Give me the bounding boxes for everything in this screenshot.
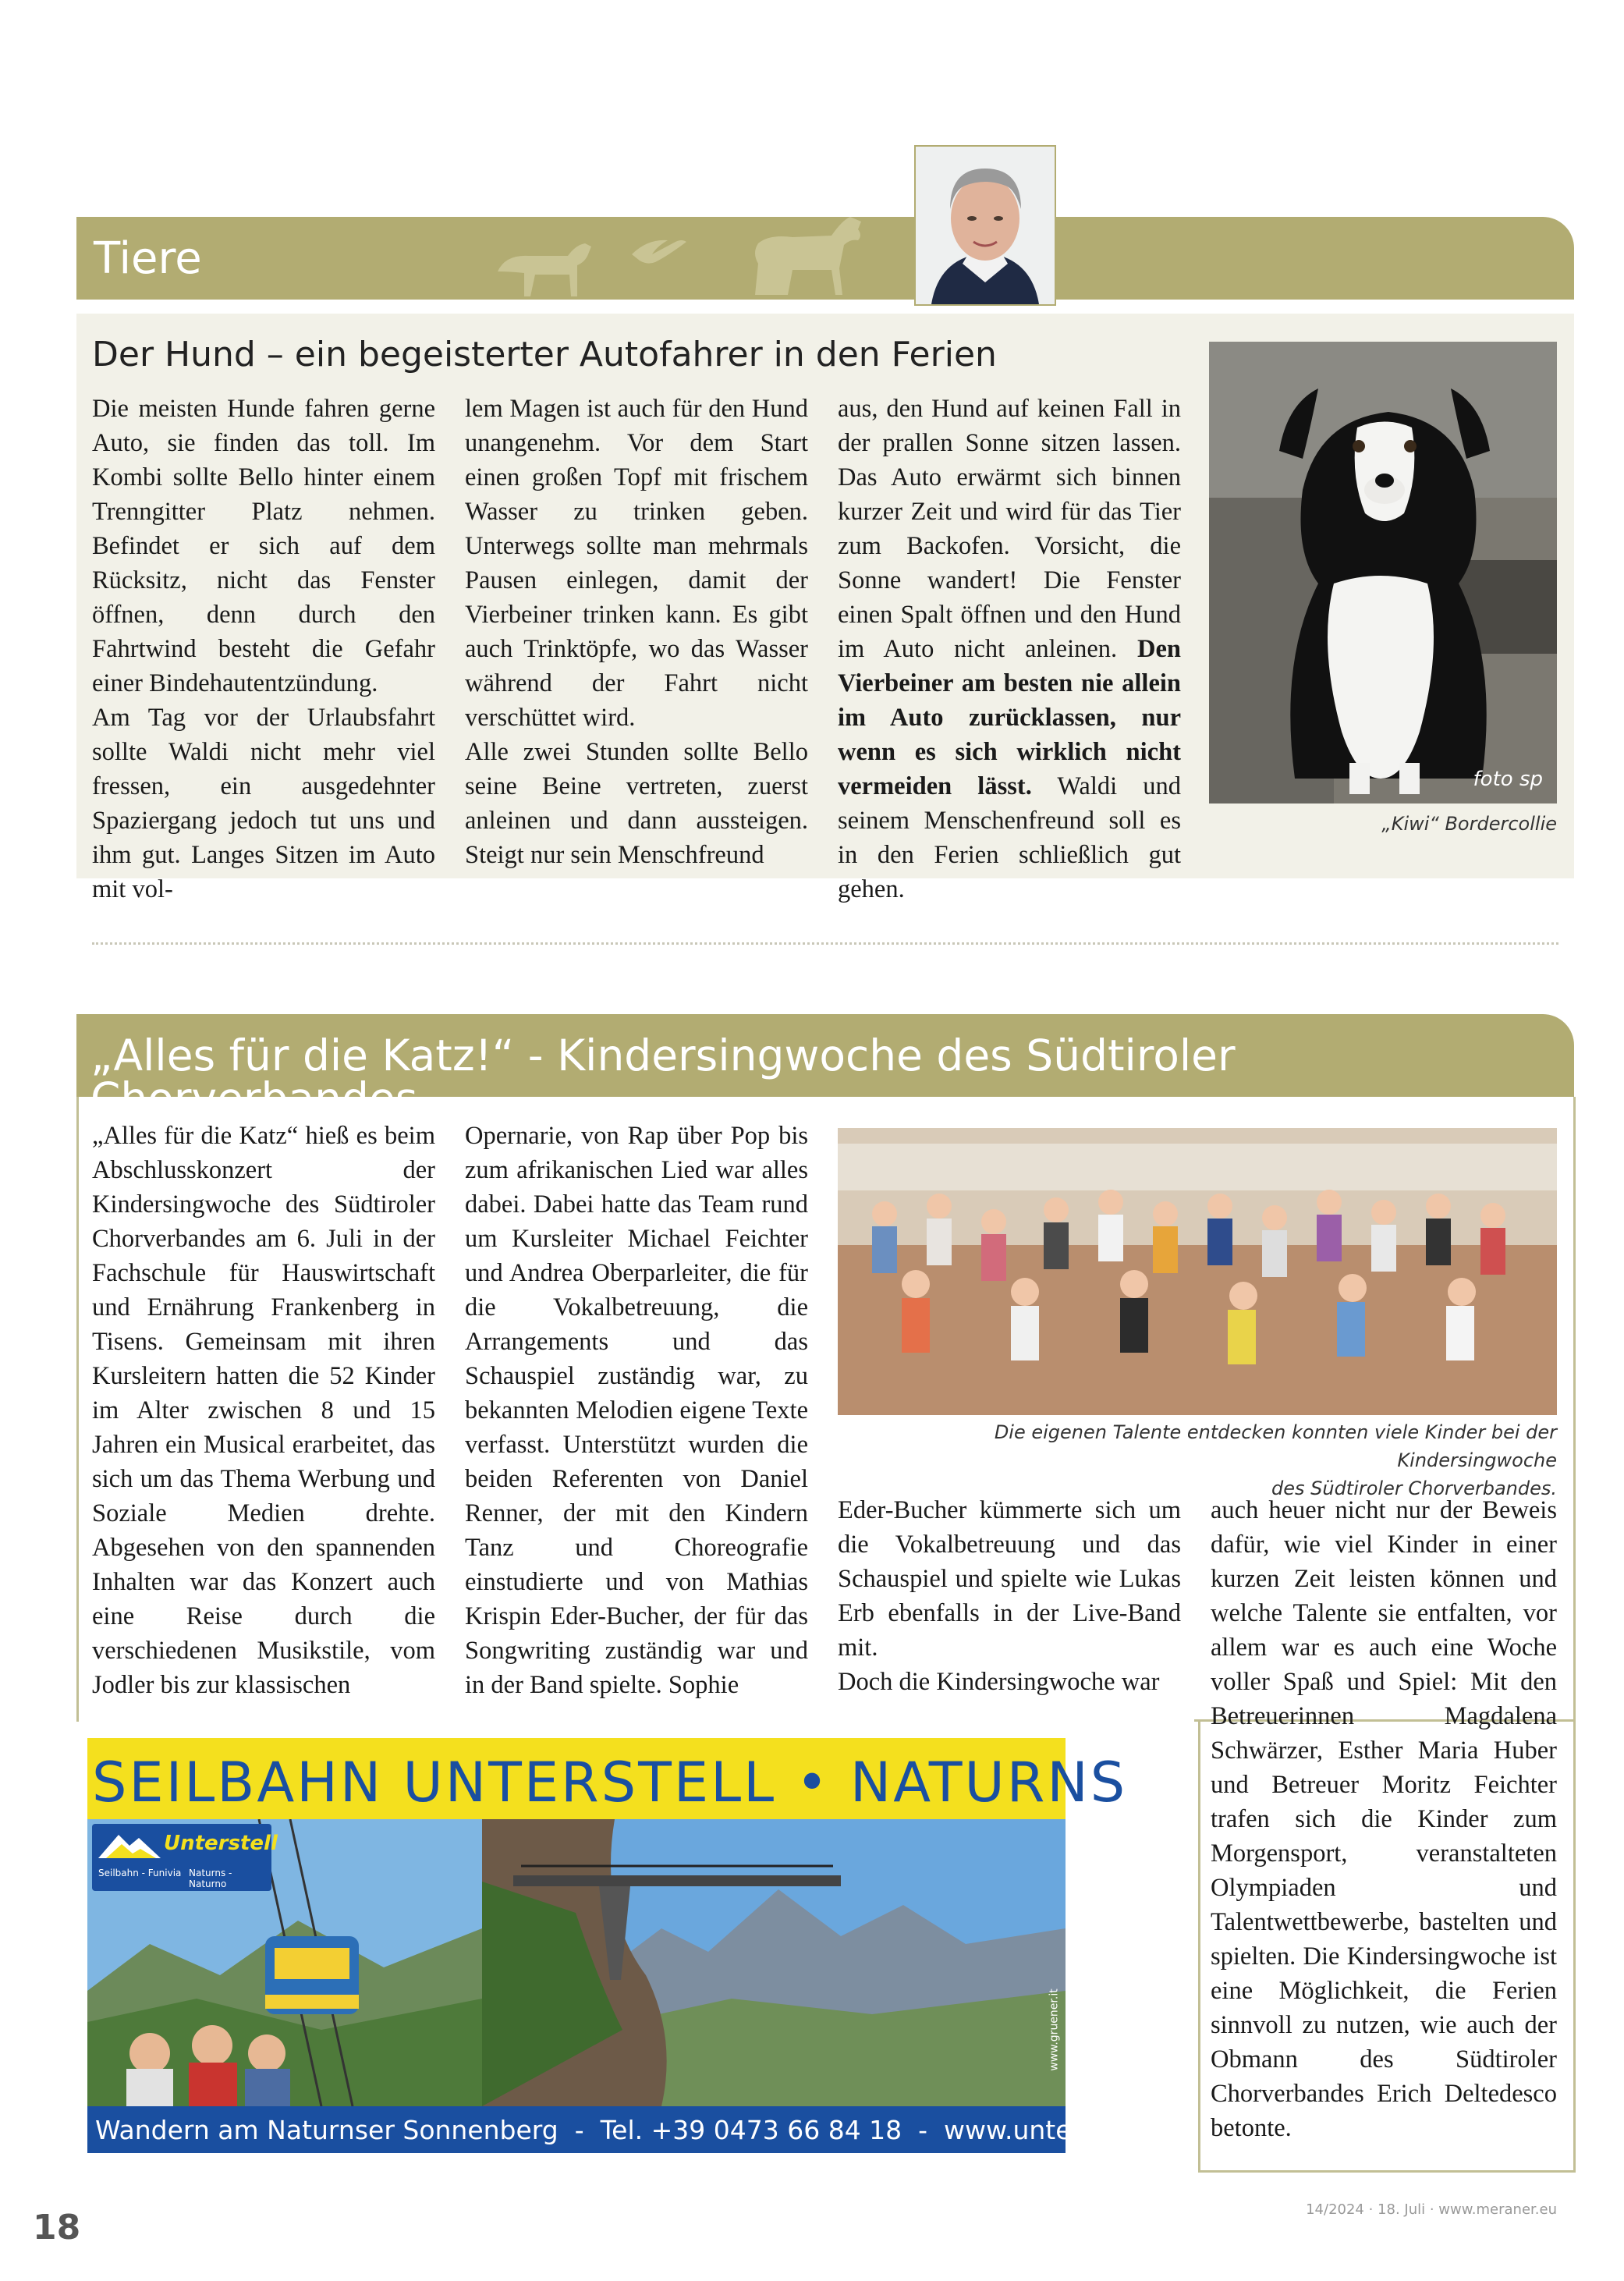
caption-line: des Südtiroler Chorverbandes.	[1271, 1478, 1557, 1499]
photo-caption	[838, 1418, 1557, 1502]
article-column-1	[92, 392, 435, 906]
paragraph: Eder-Bucher kümmerte sich um die Vokalbetreuung und das Schauspiel und spielte wie Lukas Erb ebenfalls in der Live-Band mit.	[838, 1496, 1181, 1662]
section-title: „Alles für die Katz!“ - Kindersingwoche des Südtiroler Chorverbandes	[90, 1031, 1236, 1123]
paragraph: Die meisten Hunde fahren gerne Auto, sie finden das toll. Im Kombi sollte Bello hinter einem Trenngitter Platz nehmen. Befindet er sich auf dem Rücksitz, nicht das Fenster öffnen, denn durch den Fahrtwind besteht die Gefahr einer Bindehautentzündung.	[92, 395, 435, 697]
article-column-3	[838, 1493, 1181, 1699]
caption-line: Die eigenen Talente entdecken konnten viele Kinder bei der Kindersingwoche	[994, 1421, 1557, 1471]
paragraph: Am Tag vor der Urlaubsfahrt sollte Waldi nicht mehr viel fressen, ein ausgedehnter Spaziergang jedoch tut uns und ihm gut. Langes Sitzen im Auto mit vol-	[92, 704, 435, 903]
paragraph: aus, den Hund auf keinen Fall in der prallen Sonne sitzen lassen. Das Auto erwärmt sich binnen kurzer Zeit und wird für das Tier zum Backofen. Vorsicht, die Sonne wandert! Die Fenster einen Spalt öffnen und den Hund im Auto nicht anleinen. Den Vierbeiner am besten nie allein im Auto zurücklassen, nur wenn es sich wirklich nicht vermeiden lässt. Waldi und seinem Menschenfreund soll es in den Ferien schließlich gut gehen.	[838, 395, 1181, 903]
photo-caption: „Kiwi“ Bordercollie	[1381, 813, 1557, 835]
author-portrait	[914, 145, 1056, 306]
page-number: 18	[33, 2208, 81, 2247]
article-column-1	[92, 1119, 435, 1702]
animal-silhouettes-icon	[420, 217, 888, 300]
section-divider	[92, 942, 1558, 945]
frame-gap	[79, 1708, 1194, 1724]
article-column-2	[465, 1119, 808, 1702]
issue-info: 14/2024 · 18. Juli · www.meraner.eu	[1306, 2201, 1557, 2218]
section-title: Tiere	[94, 233, 202, 284]
ad-platform-image	[482, 1819, 1066, 2106]
mountain-logo-icon	[98, 1830, 161, 1861]
ad-footer-band	[87, 2106, 1161, 2153]
dog-photo	[1209, 342, 1557, 803]
ad-gondola-image	[87, 1819, 482, 2106]
article-column-3	[838, 392, 1181, 906]
paragraph: Doch die Kindersingwoche war	[838, 1668, 1160, 1696]
paragraph: lem Magen ist auch für den Hund unangenehm. Vor dem Start einen großen Topf mit frischem Wasser zu trinken geben. Unterwegs sollte man mehrmals Pausen einlegen, damit der Vierbeiner trinken kann. Es gibt auch Trinktöpfe, wo das Wasser während der Fahrt nicht verschüttet wird.	[465, 395, 808, 732]
ad-logo	[92, 1824, 278, 1891]
bold-emphasis: Den Vierbeiner am besten nie allein im Auto zurücklassen, nur wenn es sich wirklich nicht vermeiden lässt.	[838, 635, 1181, 800]
photo-credit: foto sp	[1473, 768, 1543, 791]
advertisement-seilbahn[interactable]	[87, 1738, 1161, 2153]
paragraph: „Alles für die Katz“ hieß es beim Abschlusskonzert der Kindersingwoche des Südtiroler Chorverbandes am 6. Juli in der Fachschule für Hauswirtschaft und Ernährung Frankenberg in Tisens. Gemeinsam mit ihren Kursleitern hatten die 52 Kinder im Alter zwischen 8 und 15 Jahren ein Musical erarbeitet, das sich um das Thema Werbung und Soziale Medien drehte. Abgesehen von den spannenden Inhalten war das Konzert auch eine Reise durch die verschiedenen Musikstile, vom Jodler bis zur klassischen	[92, 1122, 435, 1699]
paragraph: auch heuer nicht nur der Beweis dafür, wie viel Kinder in einer kurzen Zeit leisten können und welche Talente sie entfalten, vor allem war es auch eine Woche voller Spaß und Spiel: Mit den Betreuerinnen Magdalena Schwärzer, Esther Maria Huber und Betreuer Moritz Feichter trafen sich die Kinder zum Morgensport, veranstalteten Olympiaden und Talentwettbewerbe, bastelten und spielten. Die Kindersingwoche ist eine Möglichkeit, die Ferien sinnvoll zu nutzen, wie auch der Obmann des Südtiroler Chorverbandes Erich Deltedesco betonte.	[1211, 1496, 1557, 2142]
paragraph: Opernarie, von Rap über Pop bis zum afrikanischen Lied war alles dabei. Dabei hatte das Team rund um Kursleiter Michael Feichter und Andrea Oberparleiter, die für die Vokalbetreuung, die Arrangements und das Schauspiel zuständig war, zu bekannten Melodien eigene Texte verfasst. Unterstützt wurden die beiden Referenten von Daniel Renner, der mit den Kindern Tanz und Choreografie einstudierte und von Mathias Krispin Eder-Bucher, der für das Songwriting zuständig war und in der Band spielte. Sophie	[465, 1122, 808, 1699]
ad-logo-name: Unterstell	[164, 1832, 278, 1855]
ad-headline-band	[87, 1738, 1128, 1819]
ad-side-text: www.gruener.it	[1048, 1988, 1061, 2071]
article-column-4	[1211, 1493, 1557, 2145]
paragraph: Alle zwei Stunden sollte Bello seine Beine vertreten, zuerst anleinen und dann aussteigen. Steigt nur sein Menschfreund	[465, 738, 808, 869]
choir-kids-photo	[838, 1128, 1557, 1415]
article-headline: Der Hund – ein begeisterter Autofahrer in den Ferien	[92, 335, 997, 374]
section-bar-kindersingwoche	[76, 1014, 1574, 1123]
ad-logo-sub-left: Seilbahn - Funivia	[98, 1868, 182, 1878]
ad-headline: SEILBAHN UNTERSTELL • NATURNS	[92, 1751, 1128, 1815]
frame-gap-join	[1196, 1719, 1198, 1722]
article-column-2	[465, 392, 808, 872]
ad-logo-sub-right: Naturns - Naturno	[189, 1868, 232, 1889]
ad-footer-text[interactable]: Wandern am Naturnser Sonnenberg - Tel. +39 0473 66 84 18 - www.unterstell.it	[95, 2115, 1161, 2145]
section-bar-tiere	[76, 217, 1574, 300]
